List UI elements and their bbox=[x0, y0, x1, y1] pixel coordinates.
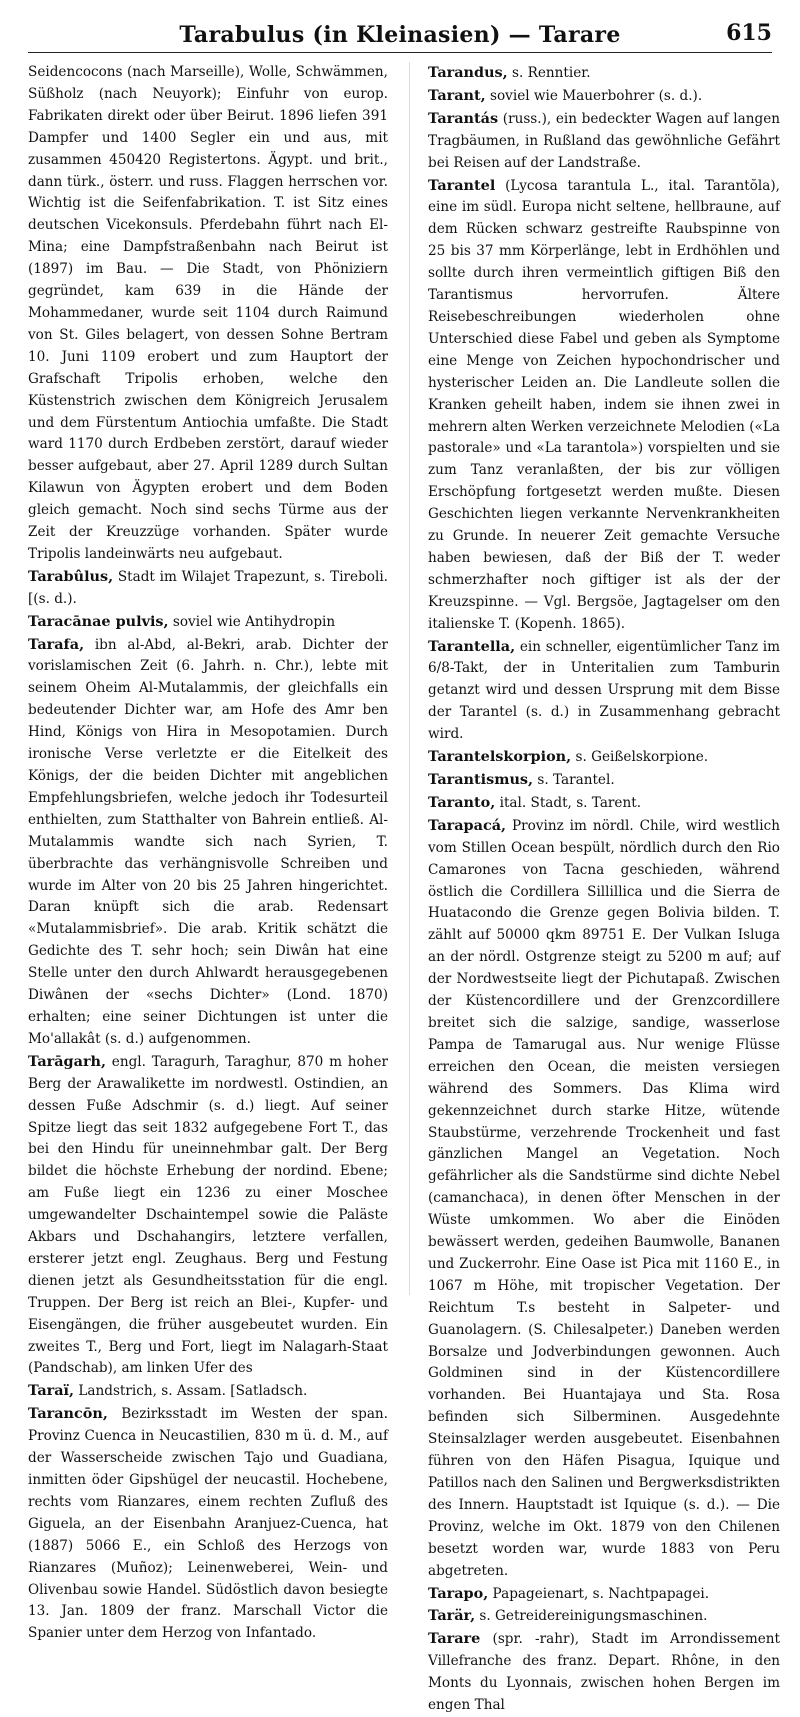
dictionary-entry bbox=[28, 634, 388, 1051]
entry-headword: Tarancōn, bbox=[28, 1405, 108, 1423]
entry-text: s. Renntier. bbox=[507, 65, 591, 81]
entry-text: soviel wie Antihydropin bbox=[168, 613, 336, 630]
entry-headword: Tarafa, bbox=[28, 635, 85, 653]
dictionary-entry bbox=[428, 62, 780, 85]
entry-text: ein schneller, eigentümlicher Tanz im 6/8-Takt, der in Unteritalien zum Tamburin getanzt wird und dessen Ursprung mit dem Bisse der Tarantel (s. d.) in Zusammenhang gebracht wird. bbox=[428, 638, 780, 743]
entry-headword: Tarandus, bbox=[428, 64, 508, 81]
dictionary-entry bbox=[428, 746, 780, 769]
entry-text: (russ.), ein bedeckter Wagen auf langen Tragbäumen, in Rußland das gewöhnliche Gefährt bei Reisen auf der Landstraße. bbox=[428, 110, 780, 171]
entry-headword: Tarantella, bbox=[428, 637, 516, 655]
entry-headword: Tarabûlus, bbox=[28, 567, 114, 585]
left-entries bbox=[28, 566, 388, 1645]
entry-headword: Taraï, bbox=[28, 1382, 75, 1400]
dictionary-entry bbox=[428, 1628, 780, 1717]
dictionary-entry bbox=[428, 792, 780, 815]
right-entries bbox=[428, 62, 780, 1717]
entry-headword: Taranto, bbox=[428, 793, 496, 811]
dictionary-entry bbox=[428, 636, 780, 747]
entry-headword: Tarare bbox=[428, 1630, 481, 1648]
dictionary-entry bbox=[428, 769, 780, 792]
entry-text: soviel wie Mauerbohrer (s. d.). bbox=[485, 87, 703, 104]
entry-headword: Tarantelskorpion, bbox=[428, 748, 572, 766]
running-title: Tarabulus (in Kleinasien) — Tarare bbox=[179, 22, 621, 48]
entry-headword: Tarāgarh, bbox=[28, 1052, 107, 1070]
dictionary-entry bbox=[428, 815, 780, 1583]
dictionary-entry bbox=[428, 1583, 780, 1606]
entry-headword: Tarapacá, bbox=[428, 816, 507, 834]
entry-headword: Taracānae pulvis, bbox=[28, 612, 169, 630]
dictionary-entry bbox=[428, 175, 780, 636]
column-divider bbox=[409, 62, 410, 1295]
dictionary-entry bbox=[28, 611, 388, 634]
entry-text: (Lycosa tarantula L., ital. Tarantŏla), eine im südl. Europa nicht seltene, hellbraune, auf dem Rücken schwarz gestreifte Raubspinne von 25 bis 37 mm Körperlänge, lebt in Erdhöhlen und sollte durch ihren vermeintlich giftigen Biß den Tarantismus hervorrufen. Ältere Reisebeschreibungen wiederholen ohne Unterschied diese Fabel und geben als Symptome eine Menge von Zeichen hypochondrischer und hysterischer Leiden an. Die Landleute sollen die Kranken geheilt haben, indem sie ihnen zwei in mehrern alten Werken verzeichnete Melodien («La pastorale» und «La tarantola») vorspielten und sie zum Tanz veranlaßten, der bis zur völligen Erschöpfung fortgesetzt werden mußte. Diesen Geschichten liegen verkannte Nervenkrankheiten zu Grunde. In neuerer Zeit gemachte Versuche haben bewiesen, daß der Biß der T. weder schmerzhafter noch giftiger ist als der der Kreuzspinne. — Vgl. Bergsöe, Jagtagelser om den italienske T. (Kopenh. 1865). bbox=[428, 177, 780, 632]
entry-text: Papageienart, s. Nachtpapagei. bbox=[488, 1585, 710, 1602]
entry-text: s. Geißelskorpione. bbox=[571, 749, 709, 766]
dictionary-entry bbox=[28, 1051, 388, 1381]
dictionary-entry bbox=[28, 566, 388, 611]
page-header bbox=[28, 18, 772, 53]
left-column bbox=[28, 62, 388, 1642]
continuation-text: Seidencocons (nach Marseille), Wolle, Schwämmen, Süßholz (nach Neuyork); Einfuhr von europ. Fabrikaten direkt oder über Beirut. 1896 liefen 391 Dampfer und 1400 Segler ein und aus, mit zusammen 450420 Registertons. Ägypt. und brit., dann türk., österr. und russ. Flaggen herrschen vor. Wichtig ist die Seifenfabrikation. T. ist Sitz eines deutschen Vicekonsuls. Pferdebahn führt nach El-Mina; eine Dampfstraßenbahn nach Beirut ist (1897) im Bau. — Die Stadt, von Phöniziern gegründet, kam 639 in die Hände der Mohammedaner, wurde seit 1104 durch Raimund von St. Giles belagert, von dessen Sohne Bertram 10. Juni 1109 erobert und zum Hauptort der Grafschaft Tripolis erhoben, welche den Küstenstrich zwischen dem Königreich Jerusalem und dem Fürstentum Antiochia umfaßte. Die Stadt ward 1170 durch Erdbeben zerstört, darauf wieder besser aufgebaut, aber 27. April 1289 durch Sultan Kilawun von Ägypten erobert und dem Boden gleich gemacht. Noch sind sechs Türme aus der Zeit der Kreuzzüge vorhanden. Später wurde Tripolis landeinwärts neu aufgebaut. bbox=[28, 64, 388, 562]
dictionary-entry bbox=[428, 1605, 780, 1628]
entry-text: ibn al-Abd, al-Bekri, arab. Dichter der vorislamischen Zeit (6. Jahrh. n. Chr.), lebte mit seinem Oheim Al-Mutalammis, der gleichfalls ein bedeutender Dichter war, am Hofe des Amr ben Hind, Königs von Hira in Mesopotamien. Durch ironische Verse verletzte er die Eitelkeit des Königs, der die beiden Dichter mit angeblichen Empfehlungsbriefen, welche jedoch ihr Todesurteil enthielten, zum Statthalter von Bahrein entließ. Al-Mutalammis wandte sich nach Syrien, T. überbrachte das verhängnisvolle Schreiben und wurde im Alter von 20 bis 25 Jahren hingerichtet. Daran knüpft sich die arab. Redensart «Mutalammisbrief». Die arab. Kritik schätzt die Gedichte des T. sehr hoch; sein Diwân hat eine Stelle unter den durch Ahlwardt herausgegebenen Diwânen der «sechs Dichter» (Lond. 1870) erhalten; eine seiner Dichtungen ist unter die Mo'allakât (s. d.) aufgenommen. bbox=[28, 636, 388, 1047]
entry-text: (spr. -rahr), Stadt im Arrondissement Villefranche des franz. Depart. Rhône, in den Monts du Lyonnais, zwischen hohen Bergen im engen Thal bbox=[428, 1631, 780, 1714]
entry-text: Bezirksstadt im Westen der span. Provinz Cuenca in Neucastilien, 830 m ü. d. M., auf der Wasserscheide zwischen Tajo und Guadiana, inmitten öder Gipshügel der neucastil. Hochebene, rechts vom Rianzares, einem rechten Zufluß des Giguela, an der Eisenbahn Aranjuez-Cuenca, hat (1887) 5066 E., ein Schloß des Herzogs von Rianzares (Muñoz); Leinenweberei, Wein- und Olivenbau sowie Handel. Südöstlich davon besiegte 13. Jan. 1809 der franz. Marschall Victor die Spanier unter dem Herzog von Infantado. bbox=[28, 1406, 388, 1642]
dictionary-entry bbox=[28, 1380, 388, 1403]
entry-text: s. Tarantel. bbox=[533, 772, 615, 788]
entry-headword: Tarapo, bbox=[428, 1584, 489, 1602]
entry-text: Landstrich, s. Assam. [Satladsch. bbox=[74, 1383, 308, 1400]
dictionary-entry bbox=[428, 85, 780, 108]
entry-text: Provinz im nördl. Chile, wird westlich vom Stillen Ocean bespült, nördlich durch den Rio Camarones von Tacna geschieden, während östlich die Cordillera Sillillica und die Sierra de Huatacondo die Grenze gegen Bolivia bilden. T. zählt auf 50000 qkm 89751 E. Der Vulkan Isluga an der nördl. Ostgrenze steigt zu 5200 m auf; auf der Nordwestseite liegt der Pichutapaß. Zwischen der Küstencordillere und der Grenzcordillere breitet sich die salzige, sandige, wasserlose Pampa de Tamarugal aus. Nur wenige Flüsse erreichen den Ocean, die meisten versiegen während des Sommers. Das Klima wird gekennzeichnet durch starke Hitze, wütende Staubstürme, verzehrende Trockenheit und fast gänzlichen Mangel an Vegetation. Noch gefährlicher als die Sandstürme sind dichte Nebel (camanchaca), in denen öfter Menschen in der Wüste umkommen. Wo aber die Einöden bewässert werden, gedeihen Baumwolle, Bananen und Zuckerrohr. Eine Oase ist Pica mit 1160 E., in 1067 m Höhe, mit tropischer Vegetation. Der Reichtum T.s besteht in Salpeter- und Guanolagern. (S. Chilesalpeter.) Daneben werden Borsalze und Jodverbindungen gewonnen. Auch Goldminen sind in der Küstencordillere vorhanden. Bei Huantajaya und Sta. Rosa befinden sich Silberminen. Ausgedehnte Steinsalzlager werden ausgebeutet. Eisenbahnen führen von den Häfen Pisagua, Iquique und Patillos nach den Salinen und Bergwerksdistrikten des Innern. Hauptstadt ist Iquique (s. d.). — Die Provinz, welche im Okt. 1879 von den Chilenen besetzt worden war, wurde 1883 von Peru abgetreten. bbox=[428, 817, 780, 1579]
dictionary-entry bbox=[428, 108, 780, 175]
entry-text: Stadt im Wilajet Trapezunt, s. Tireboli. [(s. d.). bbox=[28, 568, 388, 607]
entry-text: engl. Taragurh, Taraghur, 870 m hoher Berg der Arawalikette im nordwestl. Ostindien, an dessen Fuße Adschmir (s. d.) liegt. Auf seiner Spitze liegt das seit 1832 aufgegebene Fort T., das bei den Hindu für uneinnehmbar galt. Der Berg bildet die höchste Erhebung der nordind. Ebene; am Fuße liegt ein 1236 zu einer Moschee umgewandelter Dschaintempel sowie die Paläste Akbars und Dschahangirs, letztere verfallen, ersterer jetzt engl. Zeughaus. Berg und Festung dienen jetzt als Gesundheitsstation für die engl. Truppen. Der Berg ist reich an Blei-, Kupfer- und Eisengängen, die früher ausgebeutet wurden. Ein zweites T., Berg und Fort, liegt im Nalagarh-Staat (Pandschab), am linken Ufer des bbox=[28, 1053, 388, 1377]
entry-headword: Tarantismus, bbox=[428, 771, 534, 788]
entry-text: ital. Stadt, s. Tarent. bbox=[495, 794, 642, 811]
entry-headword: Tarantel bbox=[428, 176, 496, 194]
dictionary-entry bbox=[28, 1403, 388, 1645]
page-number: 615 bbox=[726, 20, 772, 46]
entry-text: s. Getreidereinigungsmaschinen. bbox=[475, 1608, 708, 1625]
right-column bbox=[428, 62, 780, 1714]
entry-headword: Tarär, bbox=[428, 1607, 476, 1625]
entry-headword: Tarantás bbox=[428, 109, 499, 127]
entry-headword: Tarant, bbox=[428, 86, 486, 104]
